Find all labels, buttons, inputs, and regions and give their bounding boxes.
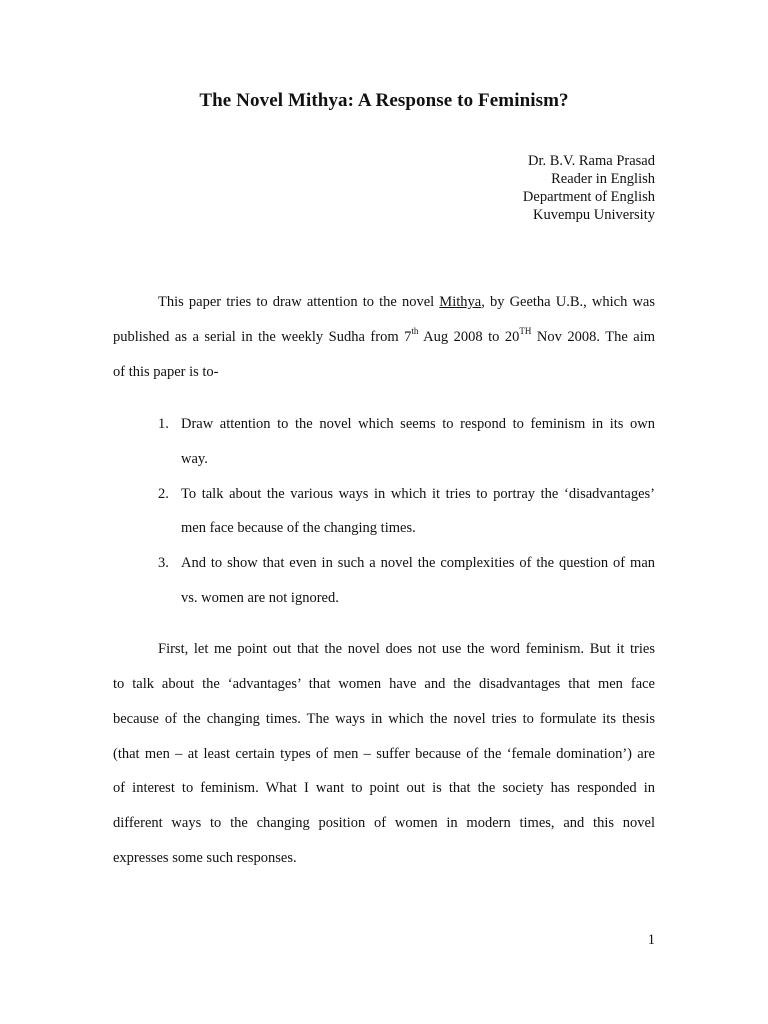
body-line: First, let me point out that the novel does not use the word feminism. But it tries bbox=[158, 641, 655, 657]
author-name: Dr. B.V. Rama Prasad bbox=[527, 153, 655, 169]
author-block bbox=[523, 152, 655, 224]
body-line: (that men – at least certain types of men – suffer because of the ‘female domination’) are bbox=[113, 746, 655, 762]
intro-line-2 bbox=[113, 327, 655, 347]
list-text: Draw attention to the novel which seems to respond to feminism in its own bbox=[181, 416, 655, 432]
list-text: And to show that even in such a novel the complexities of the question of man bbox=[181, 555, 655, 571]
list-text: way. bbox=[181, 451, 208, 467]
body-line: of interest to feminism. What I want to point out is that the society has responded in bbox=[113, 780, 655, 796]
intro-text: published as a serial in the weekly Sudha from 7 bbox=[113, 329, 412, 345]
intro-text: , by Geetha U.B., which was bbox=[481, 294, 656, 310]
page-number: 1 bbox=[647, 932, 655, 948]
superscript: TH bbox=[519, 326, 532, 337]
list-text: vs. women are not ignored. bbox=[181, 590, 339, 606]
body-line: to talk about the ‘advantages’ that women have and the disadvantages that men face bbox=[113, 676, 655, 692]
list-number: 1. bbox=[158, 416, 169, 432]
body-line: because of the changing times. The ways in which the novel tries to formulate its thesis bbox=[113, 711, 655, 727]
intro-line-3: of this paper is to- bbox=[113, 364, 219, 380]
list-text: To talk about the various ways in which it tries to portray the ‘disadvantages’ bbox=[181, 486, 655, 502]
paper-title: The Novel Mithya: A Response to Feminism? bbox=[199, 90, 569, 111]
list-text: men face because of the changing times. bbox=[181, 520, 416, 536]
novel-title: Mithya bbox=[439, 294, 482, 310]
body-line: different ways to the changing position of women in modern times, and this novel bbox=[113, 815, 655, 831]
intro-text: Nov 2008. The aim bbox=[531, 329, 656, 345]
author-department: Department of English bbox=[522, 189, 655, 205]
author-university: Kuvempu University bbox=[532, 207, 655, 223]
list-number: 3. bbox=[158, 555, 169, 571]
body-line: expresses some such responses. bbox=[113, 850, 297, 866]
intro-text: This paper tries to draw attention to the novel bbox=[158, 294, 440, 310]
intro-text: Aug 2008 to 20 bbox=[418, 329, 520, 345]
intro-line-1 bbox=[158, 292, 655, 312]
list-number: 2. bbox=[158, 486, 169, 502]
author-position: Reader in English bbox=[551, 171, 655, 187]
superscript: th bbox=[411, 326, 419, 337]
